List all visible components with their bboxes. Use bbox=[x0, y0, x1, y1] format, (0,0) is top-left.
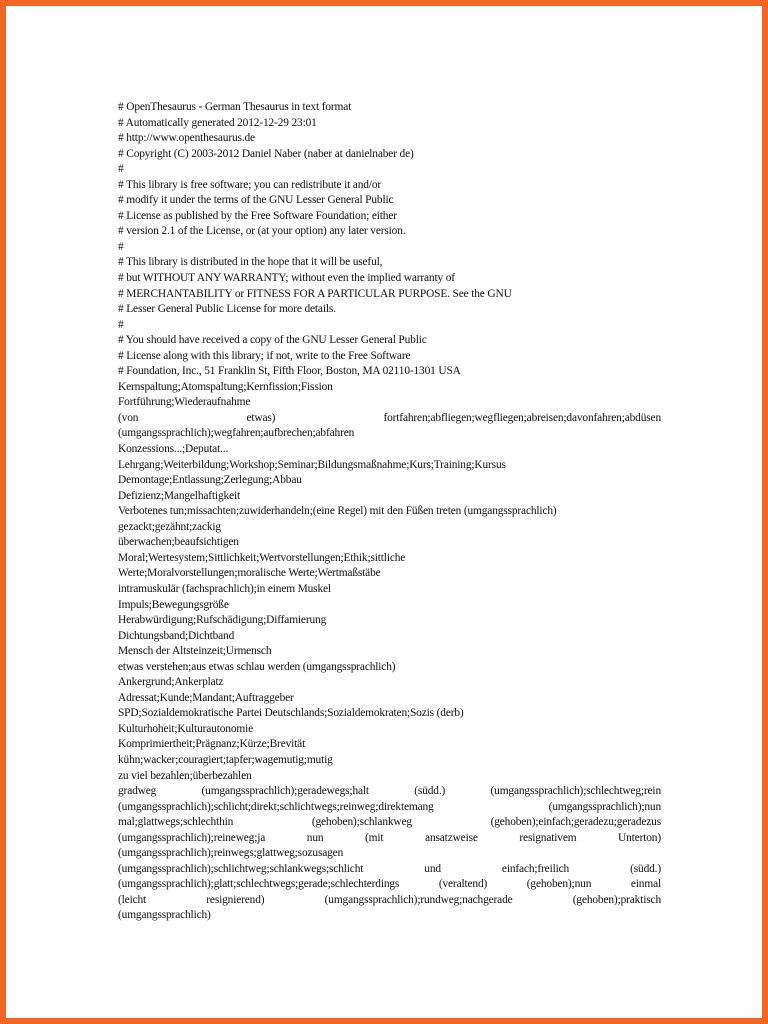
thesaurus-entry-line: gradweg (umgangssprachlich);geradewegs;halt (südd.) (umgangssprachlich);schlechtweg;rein bbox=[118, 785, 661, 798]
thesaurus-entry-line: intramuskulär (fachsprachlich);in einem Muskel bbox=[118, 582, 331, 595]
header-comment-line: # License along with this library; if not, write to the Free Software bbox=[118, 349, 411, 362]
header-comment-line: # Automatically generated 2012-12-29 23:01 bbox=[118, 116, 317, 129]
thesaurus-entry-line: (umgangssprachlich);glatt;schlechtwegs;gerade;schlechterdings (veraltend) (gehoben);nun einmal bbox=[118, 878, 661, 891]
thesaurus-entry-line: Verbotenes tun;missachten;zuwiderhandeln;(eine Regel) mit den Füßen treten (umgangssprachlich) bbox=[118, 505, 557, 518]
thesaurus-entry-line: Lehrgang;Weiterbildung;Workshop;Seminar;Bildungsmaßnahme;Kurs;Training;Kursus bbox=[118, 458, 506, 471]
header-comment-line: # You should have received a copy of the GNU Lesser General Public bbox=[118, 334, 427, 347]
thesaurus-entry-line: (von etwas) fortfahren;abfliegen;wegfliegen;abreisen;davonfahren;abdüsen bbox=[118, 411, 661, 424]
thesaurus-entry-line: (umgangssprachlich) bbox=[118, 909, 211, 922]
header-comment-line: # Foundation, Inc., 51 Franklin St, Fifth Floor, Boston, MA 02110-1301 USA bbox=[118, 365, 461, 378]
thesaurus-entry-line: mal;glattwegs;schlechthin (gehoben);schlankweg (gehoben);einfach;geradezu;geradezus bbox=[118, 816, 661, 829]
header-comment-line: # This library is distributed in the hope that it will be useful, bbox=[118, 256, 383, 269]
header-comment-line: # OpenThesaurus - German Thesaurus in text format bbox=[118, 101, 352, 113]
thesaurus-entry-line: (umgangssprachlich);wegfahren;aufbrechen;abfahren bbox=[118, 427, 355, 440]
thesaurus-entry-line: (umgangssprachlich);reinwegs;glattweg;sozusagen bbox=[118, 847, 344, 860]
thesaurus-entry-line: zu viel bezahlen;überbezahlen bbox=[118, 769, 252, 782]
license-header bbox=[118, 100, 661, 380]
header-comment-line: # MERCHANTABILITY or FITNESS FOR A PARTICULAR PURPOSE. See the GNU bbox=[118, 287, 512, 300]
thesaurus-entry-line: Ankergrund;Ankerplatz bbox=[118, 676, 224, 689]
header-comment-line: # version 2.1 of the License, or (at your option) any later version. bbox=[118, 225, 406, 238]
thesaurus-entry-line: Fortführung;Wiederaufnahme bbox=[118, 396, 251, 409]
header-comment-line: # This library is free software; you can redistribute it and/or bbox=[118, 178, 382, 191]
header-comment-line: # License as published by the Free Software Foundation; either bbox=[118, 209, 397, 222]
thesaurus-entry-line: (umgangssprachlich);schlicht;direkt;schlichtwegs;reinweg;direktemang (umgangssprachlich);nun bbox=[118, 800, 661, 813]
thesaurus-entry-line: Adressat;Kunde;Mandant;Auftraggeber bbox=[118, 691, 294, 704]
header-comment-line: # bbox=[118, 318, 124, 331]
thesaurus-entry-line: (umgangssprachlich);schlichtweg;schlankwegs;schlicht und einfach;freilich (südd.) bbox=[118, 862, 661, 875]
thesaurus-entry-line: Dichtungsband;Dichtband bbox=[118, 629, 235, 642]
header-comment-line: # modify it under the terms of the GNU Lesser General Public bbox=[118, 194, 394, 207]
header-comment-line: # but WITHOUT ANY WARRANTY; without even the implied warranty of bbox=[118, 272, 455, 285]
thesaurus-entry-line: Herabwürdigung;Rufschädigung;Diffamierung bbox=[118, 614, 327, 627]
thesaurus-entry-line: Kernspaltung;Atomspaltung;Kernfission;Fission bbox=[118, 380, 333, 393]
thesaurus-entry-line: Demontage;Entlassung;Zerlegung;Abbau bbox=[118, 474, 302, 487]
thesaurus-entry-line: Impuls;Bewegungsgröße bbox=[118, 598, 229, 611]
thesaurus-entry-line: Defizienz;Mangelhaftigkeit bbox=[118, 489, 240, 502]
header-comment-line: # http://www.openthesaurus.de bbox=[118, 132, 255, 145]
thesaurus-entry-line: Komprimiertheit;Prägnanz;Kürze;Brevität bbox=[118, 738, 306, 751]
header-comment-line: # Lesser General Public License for more details. bbox=[118, 303, 336, 316]
thesaurus-entry-line: (leicht resignierend) (umgangssprachlich);rundweg;nachgerade (gehoben);praktisch bbox=[118, 893, 661, 906]
thesaurus-entry-line: etwas verstehen;aus etwas schlau werden (umgangssprachlich) bbox=[118, 660, 396, 673]
thesaurus-entry-line: Werte;Moralvorstellungen;moralische Werte;Wertmaßstäbe bbox=[118, 567, 381, 580]
header-comment-line: # bbox=[118, 240, 124, 253]
header-comment-line: # bbox=[118, 163, 124, 176]
thesaurus-entry-line: Konzessions...;Deputat... bbox=[118, 443, 229, 456]
thesaurus-entry-line: gezackt;gezähnt;zackig bbox=[118, 520, 221, 533]
thesaurus-entries bbox=[118, 380, 661, 924]
thesaurus-entry-line: kühn;wacker;couragiert;tapfer;wagemutig;mutig bbox=[118, 753, 333, 766]
thesaurus-entry-line: SPD;Sozialdemokratische Partei Deutschlands;Sozialdemokraten;Sozis (derb) bbox=[118, 707, 464, 720]
document-page bbox=[118, 100, 661, 924]
thesaurus-entry-line: Mensch der Altsteinzeit;Urmensch bbox=[118, 645, 272, 658]
thesaurus-entry-line: Moral;Wertesystem;Sittlichkeit;Wertvorstellungen;Ethik;sittliche bbox=[118, 551, 406, 564]
header-comment-line: # Copyright (C) 2003-2012 Daniel Naber (naber at danielnaber de) bbox=[118, 147, 414, 160]
thesaurus-entry-line: (umgangssprachlich);reineweg;ja nun (mit ansatzweise resignativem Unterton) bbox=[118, 831, 661, 844]
thesaurus-entry-line: überwachen;beaufsichtigen bbox=[118, 536, 239, 549]
thesaurus-entry-line: Kulturhoheit;Kulturautonomie bbox=[118, 722, 253, 735]
